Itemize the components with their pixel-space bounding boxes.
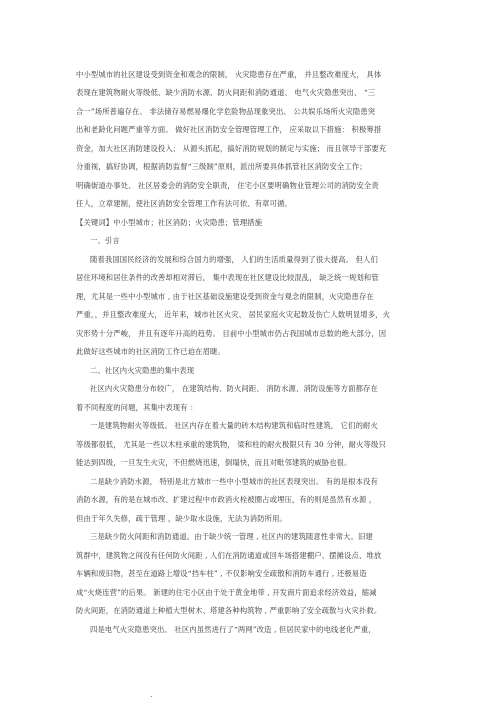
intro-line: 灾形势十分严峻， 并且有逐年升高的趋势。 目前中小型城市仍占我国城市总数的绝大部分，因 [76, 329, 387, 338]
abstract-line: 出和老龄化问题严重等方面。 做好社区消防安全管理管理工作， 应采取以下措施： 积极筹措 [76, 125, 382, 134]
item2-line: 但由于年久失修，疏于管理 ，缺少取水设施，无法为消防所用。 [76, 514, 287, 523]
item2-line: 二是缺少消防水源， 特别是北方城市一些中小型城市的社区表现突出。 有的是根本没有 [90, 477, 378, 486]
keywords-line: 【关键词】中小型城市；社区消防；火灾隐患；管理措施 [76, 218, 263, 227]
section2-intro-line: 着不同程度的问题，其集中表现有 ： [76, 403, 198, 412]
item3-line: 三是缺少防火间距和消防通道。由于缺少统一管理 , 社区内的建筑随意性非常大。旧建 [90, 532, 373, 541]
item1-line: 能达到四级，一旦发生火灾，不但燃烧迅速，倒塌快，而且对毗邻建筑的威胁也很。 [76, 458, 352, 467]
item4-line: 四是电气火灾隐患突出。 社区内虽然进行了“两网”改造 , 但居民家中的电线老化严重， [90, 625, 376, 634]
intro-line: 随着我国国民经济的发展和综合国力的增强， 人们的生活质量得到了很大提高。 但人们 [90, 255, 378, 264]
intro-line: 严重，，并且整改难度大， 近年来，城市社区火灾、 居民家庭火灾起数及伤亡人数明显增多，火 [76, 310, 391, 319]
abstract-line: 合一”场所普遍存在、 非法储存易燃易爆化学危险物品现象突出、 公共娱乐场所火灾隐患突 [76, 107, 376, 116]
page-mark: . [150, 690, 153, 699]
abstract-line: 任人，立章建制，使社区消防安全管理工作有法可依、有章可循。 [76, 199, 292, 208]
item3-line: 车辆和废旧物，甚至在道路上增设“挡车柱” , 不仅影响安全疏散和消防车通行 , 还极易造 [76, 569, 367, 578]
abstract-line: 资金，加大社区消防建设投入； 从源头抓起，搞好消防规划的制定与实施； 而且领导干部要充 [76, 144, 387, 153]
section2-intro-line: 社区内火灾隐患分布较广， 在建筑结构、防火间距、 消防水源、消防设施等方面都存在 [90, 384, 378, 393]
item1-line: 等级都很低， 尤其是一些以木柱承重的建筑物， 梁和柱的耐火极限只有 30 分钟，耐火等级只 [76, 440, 386, 449]
item3-line: 成“火烧连营”的后果。 新建的住宅小区由于处于黄金地带 , 开发商片面追求经济效益，缩减 [76, 588, 377, 597]
abstract-line: 中小型城市的社区建设受到资金和观念的限制， 火灾隐患存在严重， 并且整改难度大， 具体 [76, 70, 382, 79]
section-heading-intro: 一、引言 [90, 236, 120, 245]
abstract-line: 明确街道办事处、 社区居委会的消防安全职责， 住宅小区要明确物业管理公司的消防安全责 [76, 181, 379, 190]
abstract-line: 分重视，搞好协调，根据消防监督“三级制”原则，派出所要具体抓管社区消防安全工作； [76, 162, 367, 171]
item2-line: 消防水源，有的是在城市改、扩建过程中市政消火栓被圈占或埋压，有的则是虽然有水源 ， [76, 495, 377, 504]
section-heading-hazards: 二、社区内火灾隐患的集中表现 [90, 366, 195, 375]
intro-line: 理，尤其是一些中小型城市 , 由于社区基础设施建设受到资金与观念的限制，火灾隐患存在 [76, 292, 374, 301]
abstract-line: 表现在建筑物耐火等级低、缺少消防水源、防火间距和消防通道、 电气火灾隐患突出、 “三 [76, 88, 376, 97]
intro-line: 此做好这些城市的社区消防工作已迫在眉睫。 [76, 347, 225, 356]
intro-line: 居住环境和居住条件的改善却相对滞后， 集中表现在社区建设比较混乱， 缺乏统一规划和管 [76, 273, 379, 282]
item3-line: 筑群中，建筑物之间没有任何防火间距 , 人们在消防通道或回车场搭建棚户、摆摊设点、堆放 [76, 551, 382, 560]
item1-line: 一是建筑物耐火等级低。 社区内存在着大量的砖木结构建筑和临时性建筑， 它们的耐火 [90, 421, 378, 430]
item3-line: 防火间距，在消防通道上种植大型树木、塔建各种构筑物 , 严重影响了安全疏散与火灾扑救。 [76, 606, 382, 615]
